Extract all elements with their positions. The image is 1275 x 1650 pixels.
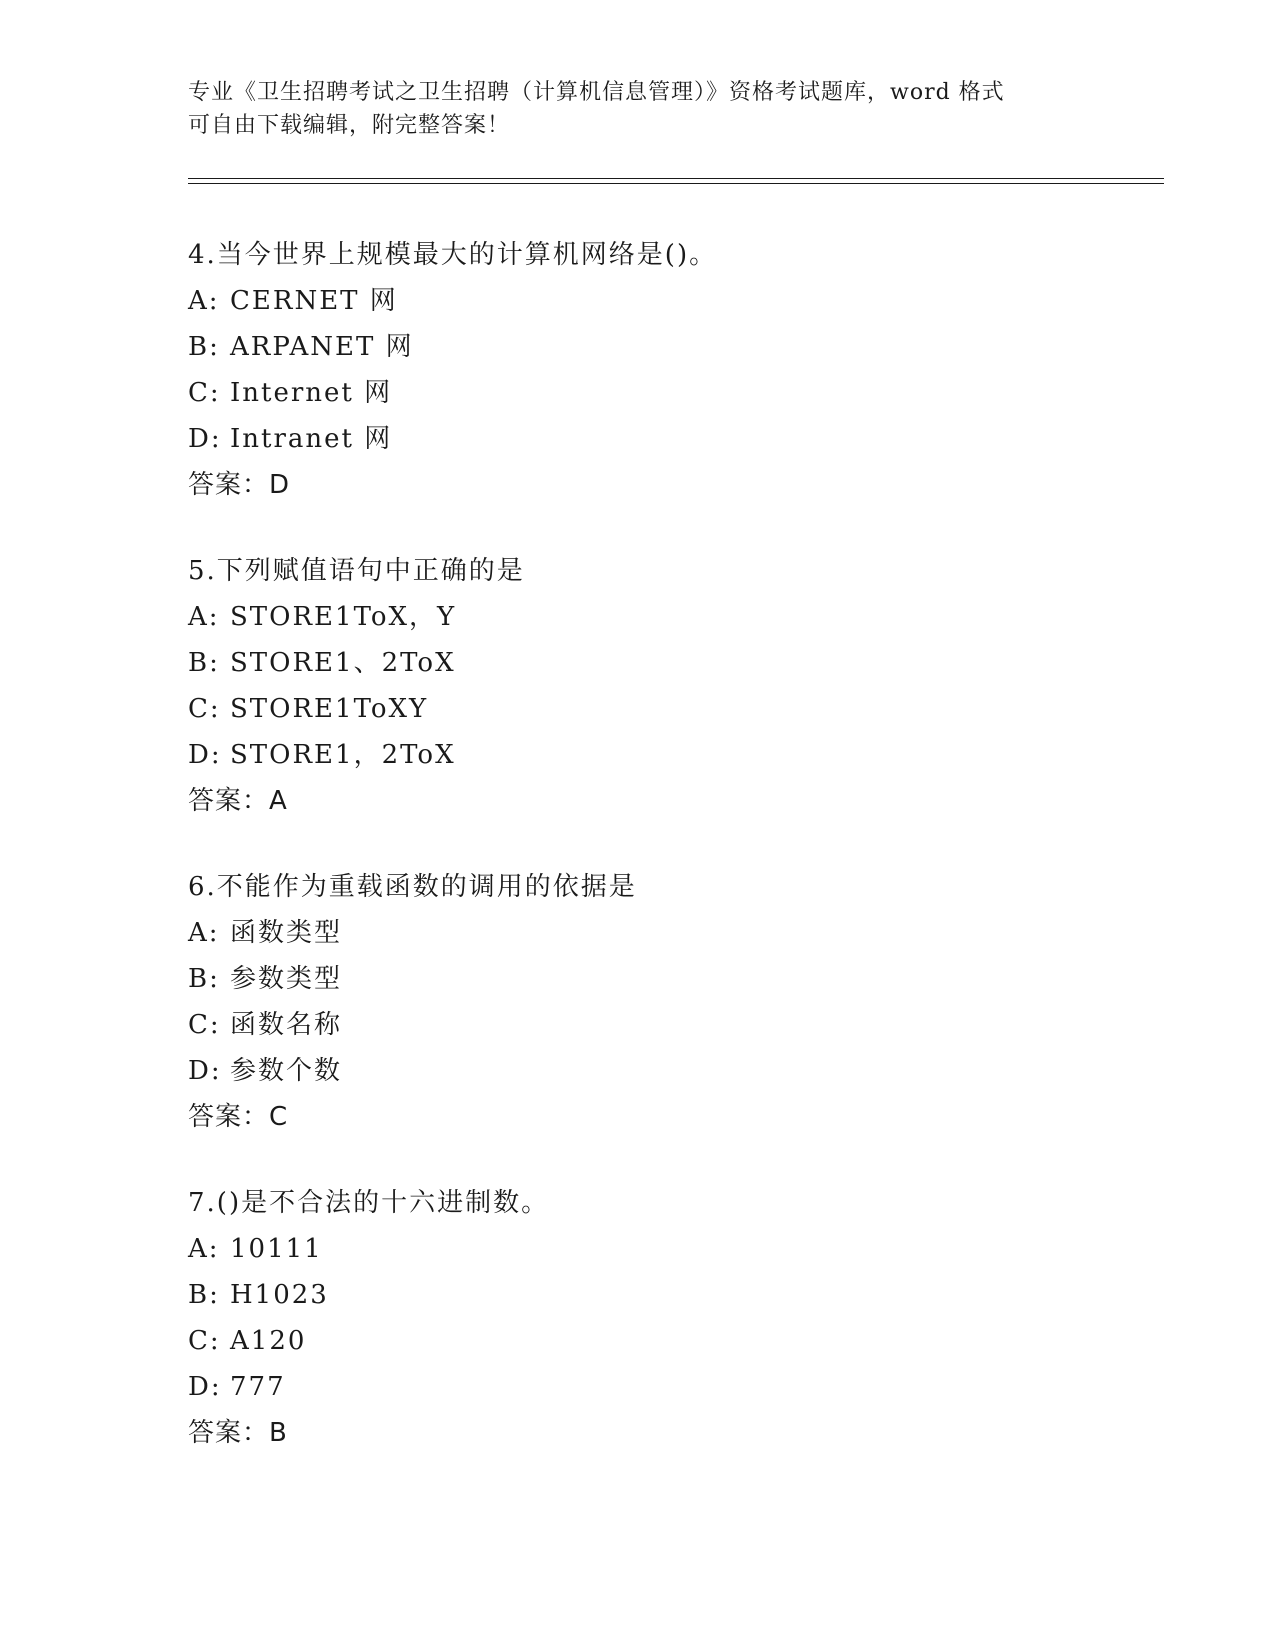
option-text: H1023 <box>230 1280 329 1310</box>
option-d <box>188 732 1188 778</box>
header-divider-bottom <box>188 183 1164 184</box>
option-label: A: <box>188 602 220 632</box>
option-label: B: <box>188 1280 220 1310</box>
option-text: Internet 网 <box>230 378 393 408</box>
answer-key: 答案：C <box>188 1102 289 1132</box>
option-text: Intranet 网 <box>230 424 393 454</box>
option-text: CERNET 网 <box>230 286 398 316</box>
option-text: 函数类型 <box>230 918 343 948</box>
question-7 <box>188 1180 1188 1456</box>
option-text: STORE1、2ToX <box>230 648 456 678</box>
option-d <box>188 416 1188 462</box>
option-c <box>188 370 1188 416</box>
option-text: 参数个数 <box>230 1056 343 1086</box>
header-subtitle-line: 可自由下载编辑，附完整答案！ <box>188 113 511 138</box>
answer-key: 答案：B <box>188 1418 288 1448</box>
option-a <box>188 594 1188 640</box>
option-b <box>188 324 1188 370</box>
option-text: ARPANET 网 <box>230 332 414 362</box>
option-label: A: <box>188 286 220 316</box>
document-header <box>188 76 1088 142</box>
option-d <box>188 1048 1188 1094</box>
option-label: C: <box>188 1326 221 1356</box>
option-a <box>188 1226 1188 1272</box>
question-text: 6.不能作为重载函数的调用的依据是 <box>188 872 637 902</box>
question-6 <box>188 864 1188 1140</box>
option-label: B: <box>188 648 220 678</box>
option-a <box>188 278 1188 324</box>
option-c <box>188 686 1188 732</box>
option-b <box>188 640 1188 686</box>
option-label: B: <box>188 332 220 362</box>
question-4 <box>188 232 1188 508</box>
option-b <box>188 956 1188 1002</box>
question-text: 7.()是不合法的十六进制数。 <box>188 1188 550 1218</box>
option-c <box>188 1318 1188 1364</box>
option-label: A: <box>188 918 220 948</box>
option-label: D: <box>188 1372 222 1402</box>
option-text: STORE1，2ToX <box>230 740 456 770</box>
option-d <box>188 1364 1188 1410</box>
header-divider-top <box>188 178 1164 179</box>
option-label: A: <box>188 1234 220 1264</box>
option-text: 函数名称 <box>230 1010 343 1040</box>
option-text: 参数类型 <box>230 964 343 994</box>
option-label: C: <box>188 1010 221 1040</box>
option-label: C: <box>188 694 221 724</box>
option-text: 10111 <box>230 1234 323 1264</box>
option-text: STORE1ToX，Y <box>230 602 457 632</box>
question-text: 5.下列赋值语句中正确的是 <box>188 556 525 586</box>
option-label: B: <box>188 964 220 994</box>
header-title-line: 专业《卫生招聘考试之卫生招聘（计算机信息管理）》资格考试题库，word 格式 <box>188 80 1005 105</box>
option-text: STORE1ToXY <box>230 694 429 724</box>
option-label: D: <box>188 424 222 454</box>
answer-key: 答案：A <box>188 786 288 816</box>
option-label: D: <box>188 740 222 770</box>
option-text: A120 <box>230 1326 307 1356</box>
option-text: 777 <box>230 1372 286 1402</box>
option-label: C: <box>188 378 221 408</box>
option-a <box>188 910 1188 956</box>
question-text: 4.当今世界上规模最大的计算机网络是()。 <box>188 240 718 270</box>
question-5 <box>188 548 1188 824</box>
option-b <box>188 1272 1188 1318</box>
answer-key: 答案：D <box>188 470 291 500</box>
option-label: D: <box>188 1056 222 1086</box>
option-c <box>188 1002 1188 1048</box>
